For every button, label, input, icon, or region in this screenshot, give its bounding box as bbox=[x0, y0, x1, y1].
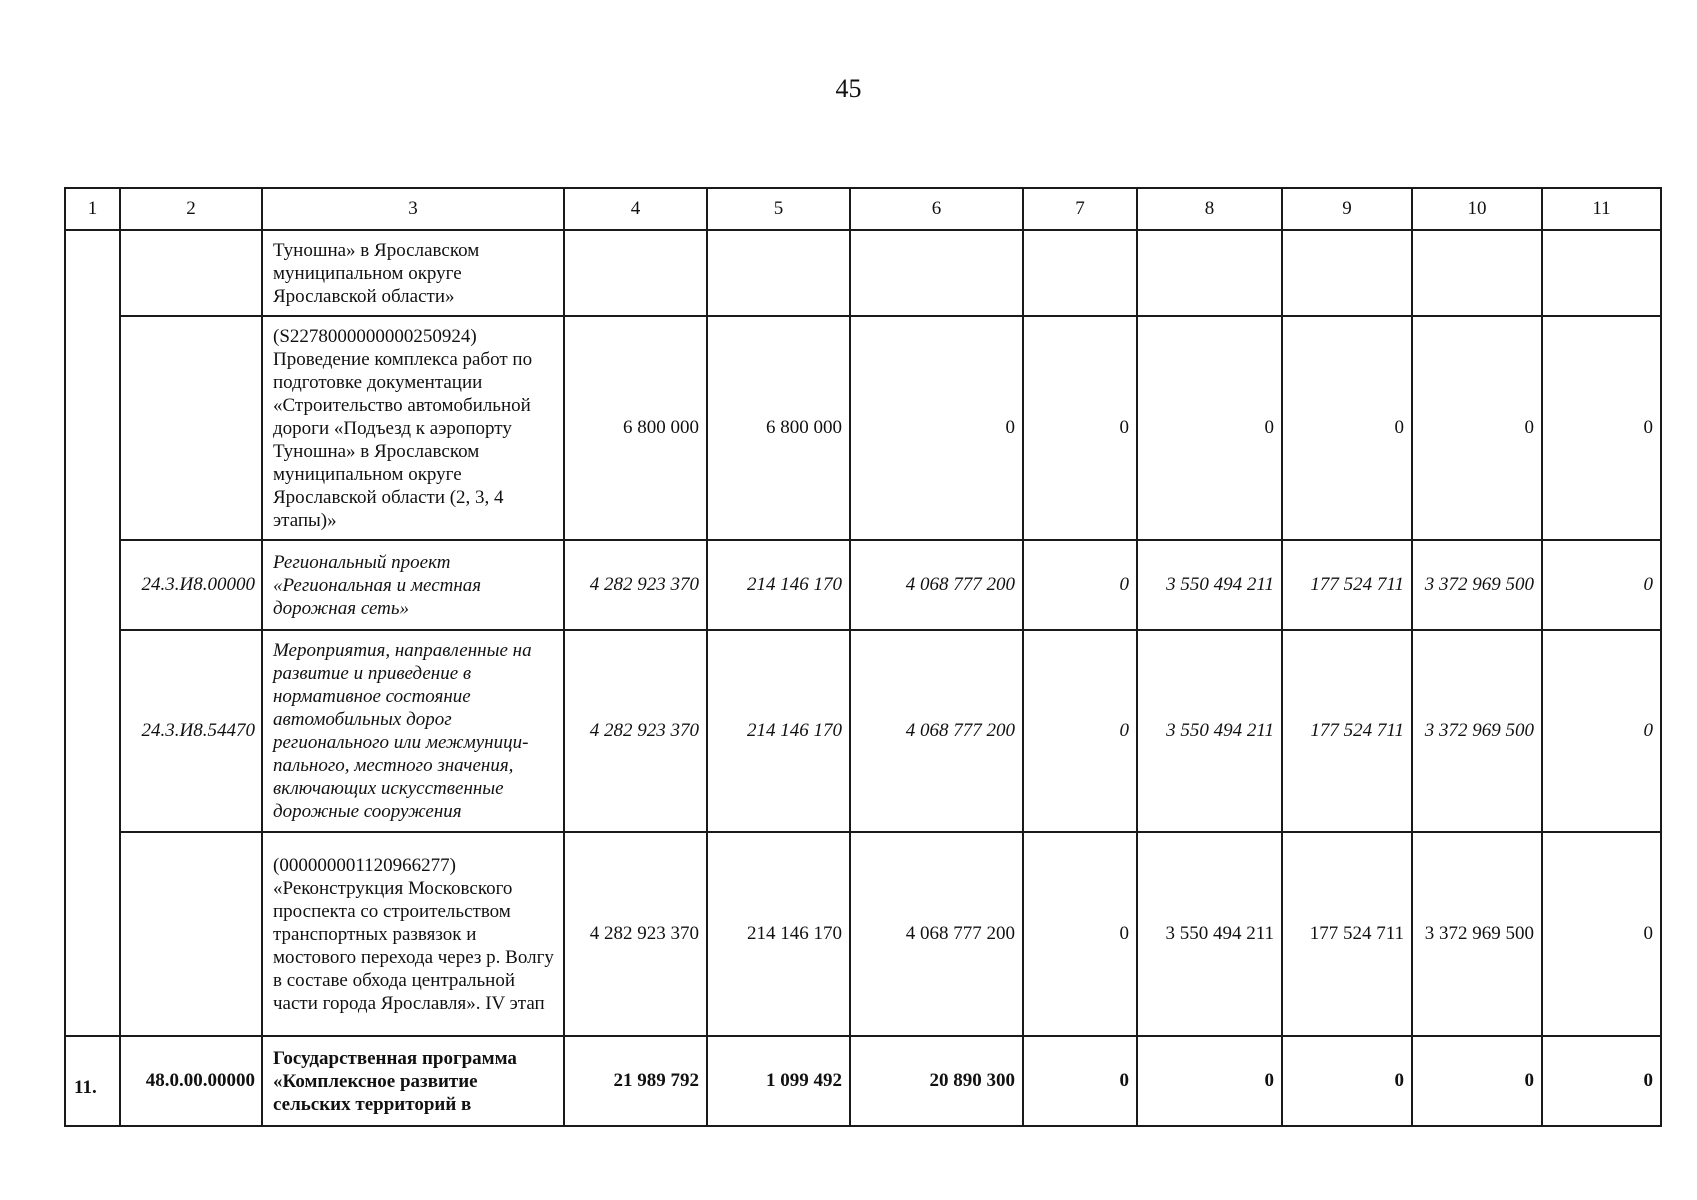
value-cell bbox=[1023, 230, 1137, 316]
name-cell: Мероприятия, направленные на развитие и приведение в нормативное состояние автомобильных дорог регионального или межмуници-пального, местного значения, включающих искусственные дорожные сооружения bbox=[262, 630, 564, 832]
table-row bbox=[65, 316, 1661, 540]
value-cell: 0 bbox=[1542, 832, 1661, 1036]
value-cell: 4 282 923 370 bbox=[564, 630, 707, 832]
value-cell: 1 099 492 bbox=[707, 1036, 850, 1126]
code-cell: 24.3.И8.54470 bbox=[120, 630, 262, 832]
name-cell: Туношна» в Ярославском муниципальном округе Ярославской области» bbox=[262, 230, 564, 316]
value-cell: 214 146 170 bbox=[707, 832, 850, 1036]
code-cell bbox=[120, 230, 262, 316]
value-cell: 4 282 923 370 bbox=[564, 832, 707, 1036]
value-cell: 3 550 494 211 bbox=[1137, 832, 1282, 1036]
value-cell: 6 800 000 bbox=[707, 316, 850, 540]
value-cell: 0 bbox=[1542, 540, 1661, 630]
value-cell: 0 bbox=[1412, 1036, 1542, 1126]
value-cell: 177 524 711 bbox=[1282, 832, 1412, 1036]
value-cell: 0 bbox=[1282, 1036, 1412, 1126]
page-number: 45 bbox=[835, 74, 862, 103]
column-header: 10 bbox=[1412, 188, 1542, 230]
row-number-cell bbox=[65, 230, 120, 1036]
column-header: 4 bbox=[564, 188, 707, 230]
table-row bbox=[65, 230, 1661, 316]
value-cell bbox=[564, 230, 707, 316]
header-row bbox=[65, 188, 1661, 230]
value-cell: 3 550 494 211 bbox=[1137, 630, 1282, 832]
name-cell: (S2278000000000250924) Проведение комплекса работ по подготовке документации «Строительство автомобильной дороги «Подъезд к аэропорту Туношна» в Ярославском муниципальном округе Ярославской области (2, 3, 4 этапы)» bbox=[262, 316, 564, 540]
value-cell: 0 bbox=[1282, 316, 1412, 540]
value-cell: 3 372 969 500 bbox=[1412, 630, 1542, 832]
row-number-cell: 11. bbox=[65, 1036, 120, 1126]
column-header: 5 bbox=[707, 188, 850, 230]
value-cell: 0 bbox=[1542, 630, 1661, 832]
value-cell: 0 bbox=[1542, 316, 1661, 540]
column-header: 1 bbox=[65, 188, 120, 230]
table-row bbox=[65, 1036, 1661, 1126]
value-cell: 3 372 969 500 bbox=[1412, 832, 1542, 1036]
value-cell: 214 146 170 bbox=[707, 540, 850, 630]
value-cell: 0 bbox=[1023, 630, 1137, 832]
code-cell: 24.3.И8.00000 bbox=[120, 540, 262, 630]
table-row bbox=[65, 630, 1661, 832]
code-cell bbox=[120, 316, 262, 540]
column-header: 3 bbox=[262, 188, 564, 230]
value-cell: 0 bbox=[1023, 316, 1137, 540]
value-cell: 0 bbox=[1412, 316, 1542, 540]
value-cell: 0 bbox=[1137, 316, 1282, 540]
value-cell: 21 989 792 bbox=[564, 1036, 707, 1126]
value-cell: 4 068 777 200 bbox=[850, 630, 1023, 832]
value-cell: 4 068 777 200 bbox=[850, 540, 1023, 630]
value-cell: 4 282 923 370 bbox=[564, 540, 707, 630]
value-cell: 177 524 711 bbox=[1282, 630, 1412, 832]
value-cell: 0 bbox=[1023, 540, 1137, 630]
column-header: 7 bbox=[1023, 188, 1137, 230]
name-cell: Государственная программа «Комплексное развитие сельских территорий в bbox=[262, 1036, 564, 1126]
table-row bbox=[65, 832, 1661, 1036]
name-cell: Региональный проект «Региональная и местная дорожная сеть» bbox=[262, 540, 564, 630]
value-cell: 3 550 494 211 bbox=[1137, 540, 1282, 630]
value-cell bbox=[850, 230, 1023, 316]
value-cell: 20 890 300 bbox=[850, 1036, 1023, 1126]
column-header: 2 bbox=[120, 188, 262, 230]
code-cell bbox=[120, 832, 262, 1036]
value-cell: 214 146 170 bbox=[707, 630, 850, 832]
value-cell: 0 bbox=[1542, 1036, 1661, 1126]
value-cell: 0 bbox=[850, 316, 1023, 540]
value-cell bbox=[1282, 230, 1412, 316]
budget-table bbox=[64, 187, 1662, 1127]
table-row bbox=[65, 540, 1661, 630]
value-cell bbox=[707, 230, 850, 316]
column-header: 11 bbox=[1542, 188, 1661, 230]
value-cell: 4 068 777 200 bbox=[850, 832, 1023, 1036]
value-cell: 6 800 000 bbox=[564, 316, 707, 540]
name-cell: (000000001120966277) «Реконструкция Московского проспекта со строительством транспортных развязок и мостового перехода через р. Волгу в составе обхода центральной части города Ярославля». IV этап bbox=[262, 832, 564, 1036]
column-header: 9 bbox=[1282, 188, 1412, 230]
value-cell: 0 bbox=[1023, 832, 1137, 1036]
column-header: 8 bbox=[1137, 188, 1282, 230]
column-header: 6 bbox=[850, 188, 1023, 230]
value-cell: 177 524 711 bbox=[1282, 540, 1412, 630]
value-cell: 0 bbox=[1023, 1036, 1137, 1126]
code-cell: 48.0.00.00000 bbox=[120, 1036, 262, 1126]
value-cell bbox=[1137, 230, 1282, 316]
value-cell: 0 bbox=[1137, 1036, 1282, 1126]
value-cell: 3 372 969 500 bbox=[1412, 540, 1542, 630]
value-cell bbox=[1412, 230, 1542, 316]
value-cell bbox=[1542, 230, 1661, 316]
